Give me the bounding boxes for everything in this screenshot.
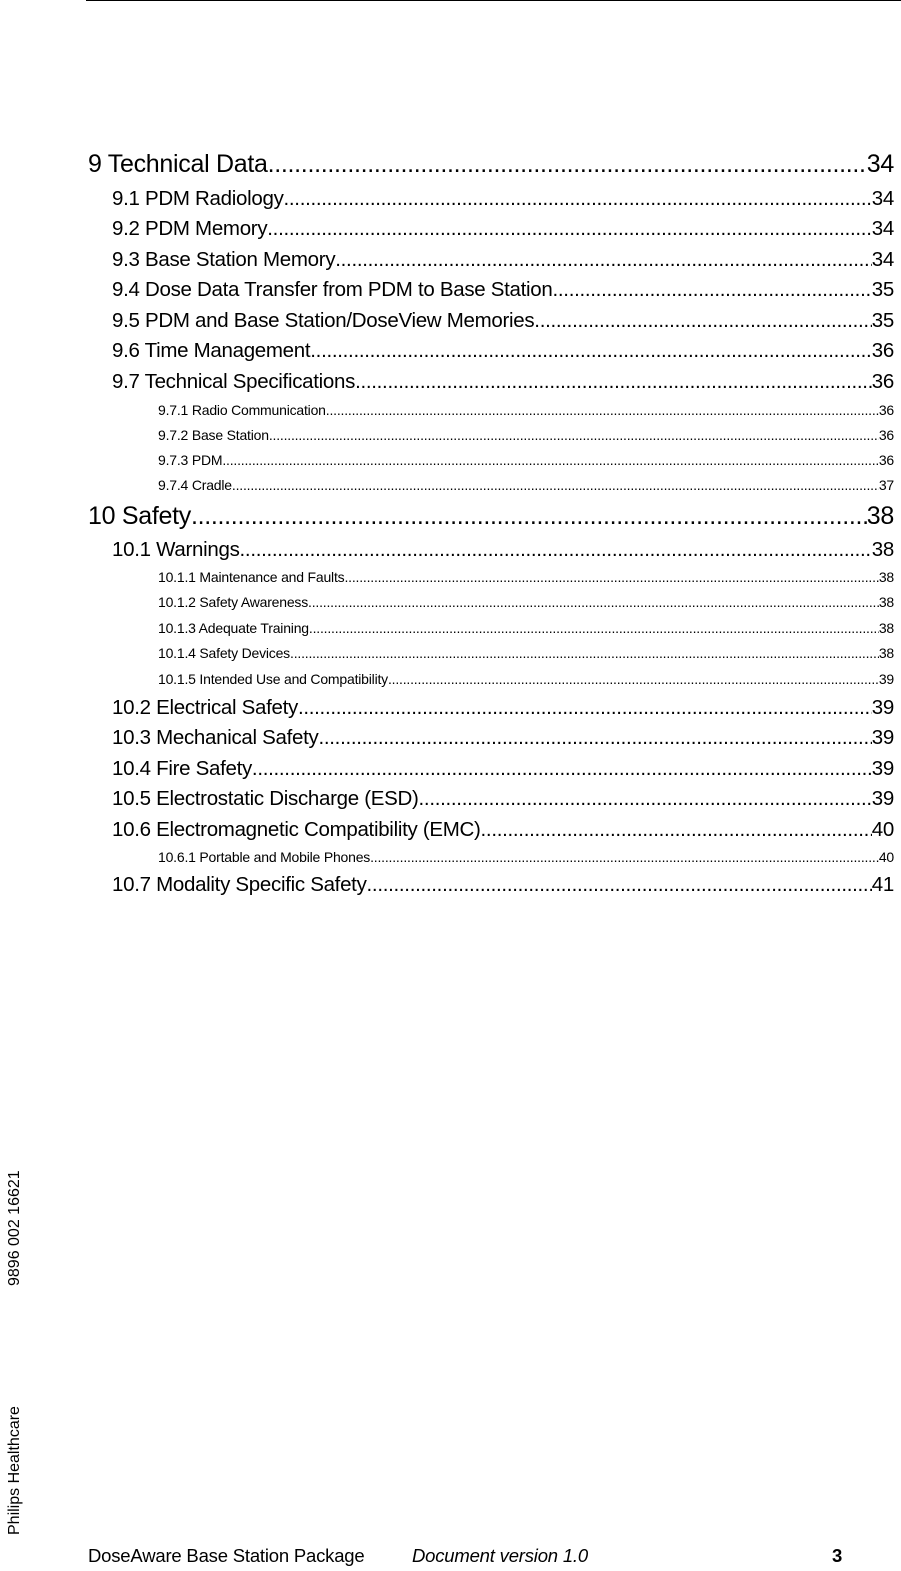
leader-dots — [268, 150, 867, 179]
leader-dots — [310, 339, 872, 363]
toc-entry[interactable] — [112, 217, 894, 241]
toc-entry-title: 10.1.5 Intended Use and Compatibility — [158, 671, 388, 687]
toc-entry[interactable] — [112, 309, 894, 333]
toc-entry-title: 9.1 PDM Radiology — [112, 187, 284, 210]
toc-entry-title: 10.3 Mechanical Safety — [112, 726, 319, 749]
toc-entry[interactable] — [112, 187, 894, 211]
toc-entry[interactable] — [158, 594, 894, 610]
toc-entry-page: 39 — [871, 726, 894, 749]
leader-dots — [222, 452, 878, 468]
leader-dots — [252, 757, 872, 781]
toc-entry-title: 10.5 Electrostatic Discharge (ESD) — [112, 787, 419, 810]
toc-entry-page: 39 — [871, 787, 894, 810]
footer-document-version: Document version 1.0 — [412, 1545, 588, 1566]
toc-entry-page: 39 — [871, 757, 894, 780]
toc-entry-page: 36 — [878, 402, 894, 418]
leader-dots — [326, 402, 879, 418]
toc-entry-page: 35 — [871, 278, 894, 301]
toc-entry[interactable] — [158, 849, 894, 865]
leader-dots — [388, 671, 879, 687]
toc-entry-page: 40 — [878, 849, 894, 865]
leader-dots — [240, 538, 872, 562]
leader-dots — [298, 696, 872, 720]
toc-entry[interactable] — [112, 538, 894, 562]
leader-dots — [290, 645, 879, 661]
toc-entry-page: 39 — [871, 696, 894, 719]
toc-entry[interactable] — [158, 452, 894, 468]
leader-dots — [308, 594, 879, 610]
leader-dots — [367, 873, 872, 897]
leader-dots — [232, 477, 879, 493]
toc-entry-page: 34 — [871, 217, 894, 240]
toc-entry-page: 38 — [878, 594, 894, 610]
leader-dots — [191, 502, 867, 531]
toc-entry-title: 9 Technical Data — [88, 150, 268, 178]
toc-entry-page: 38 — [866, 502, 894, 530]
toc-entry-page: 38 — [878, 645, 894, 661]
toc-entry[interactable] — [112, 370, 894, 394]
toc-entry-title: 9.4 Dose Data Transfer from PDM to Base Station — [112, 278, 553, 301]
toc-entry-page: 41 — [871, 873, 894, 896]
toc-entry-title: 9.3 Base Station Memory — [112, 248, 336, 271]
toc-entry-title: 9.2 PDM Memory — [112, 217, 268, 240]
leader-dots — [335, 248, 872, 272]
toc-entry-title: 10.1.3 Adequate Training — [158, 620, 309, 636]
leader-dots — [355, 370, 872, 394]
toc-entry-page: 34 — [871, 248, 894, 271]
toc-entry-page: 36 — [871, 339, 894, 362]
toc-entry-title: 10.6.1 Portable and Mobile Phones — [158, 849, 371, 865]
toc-entry-title: 9.7.4 Cradle — [158, 477, 232, 493]
toc-entry[interactable] — [88, 502, 894, 531]
toc-entry-page: 40 — [871, 818, 894, 841]
toc-entry[interactable] — [112, 873, 894, 897]
toc-entry-title: 10.1 Warnings — [112, 538, 240, 561]
leader-dots — [269, 427, 879, 443]
toc-entry-page: 34 — [871, 187, 894, 210]
toc-entry-title: 10.6 Electromagnetic Compatibility (EMC) — [112, 818, 481, 841]
leader-dots — [419, 787, 872, 811]
toc-entry-title: 9.7 Technical Specifications — [112, 370, 356, 393]
toc-entry-page: 34 — [866, 150, 894, 178]
leader-dots — [267, 217, 872, 241]
footer-page-number: 3 — [832, 1545, 843, 1566]
toc-entry-page: 38 — [878, 620, 894, 636]
toc-entry[interactable] — [112, 757, 894, 781]
toc-entry[interactable] — [158, 402, 894, 418]
toc-entry[interactable] — [158, 671, 894, 687]
leader-dots — [284, 187, 872, 211]
toc-entry-page: 38 — [871, 538, 894, 561]
toc-entry[interactable] — [112, 278, 894, 302]
toc-entry-page: 37 — [878, 477, 894, 493]
toc-entry[interactable] — [112, 818, 894, 842]
toc-entry-page: 36 — [878, 427, 894, 443]
toc-entry-title: 10.2 Electrical Safety — [112, 696, 298, 719]
toc-entry-page: 36 — [871, 370, 894, 393]
toc-entry[interactable] — [158, 477, 894, 493]
side-company-label: Philips Healthcare — [6, 1406, 23, 1535]
toc-entry-page: 39 — [878, 671, 894, 687]
toc-entry-page: 35 — [871, 309, 894, 332]
toc-entry[interactable] — [112, 726, 894, 750]
side-doc-number: 9896 002 16621 — [6, 1170, 23, 1286]
toc-entry-title: 10.1.4 Safety Devices — [158, 645, 290, 661]
toc-entry[interactable] — [158, 427, 894, 443]
leader-dots — [534, 309, 872, 333]
toc-entry-title: 9.6 Time Management — [112, 339, 311, 362]
toc-entry-title: 10.7 Modality Specific Safety — [112, 873, 367, 896]
toc-entry-title: 10 Safety — [88, 502, 191, 530]
toc-entry-title: 9.5 PDM and Base Station/DoseView Memories — [112, 309, 535, 332]
toc-entry-title: 10.1.2 Safety Awareness — [158, 594, 309, 610]
leader-dots — [370, 849, 879, 865]
toc-entry-title: 10.4 Fire Safety — [112, 757, 252, 780]
toc-entry-title: 10.1.1 Maintenance and Faults — [158, 569, 345, 585]
footer-document-title: DoseAware Base Station Package — [88, 1545, 365, 1566]
leader-dots — [553, 278, 872, 302]
toc-entry[interactable] — [158, 569, 894, 585]
toc-entry[interactable] — [88, 150, 894, 179]
toc-entry[interactable] — [112, 339, 894, 363]
toc-entry[interactable] — [158, 645, 894, 661]
toc-entry[interactable] — [112, 248, 894, 272]
toc-entry[interactable] — [112, 696, 894, 720]
toc-entry-title: 9.7.1 Radio Communication — [158, 402, 326, 418]
toc-entry[interactable] — [158, 620, 894, 636]
leader-dots — [309, 620, 879, 636]
leader-dots — [319, 726, 872, 750]
toc-entry-title: 9.7.3 PDM — [158, 452, 223, 468]
toc-entry-title: 9.7.2 Base Station — [158, 427, 269, 443]
toc-entry-page: 36 — [878, 452, 894, 468]
leader-dots — [481, 818, 872, 842]
toc-entry-page: 38 — [878, 569, 894, 585]
toc-entry[interactable] — [112, 787, 894, 811]
top-rule — [86, 0, 901, 1]
leader-dots — [344, 569, 878, 585]
